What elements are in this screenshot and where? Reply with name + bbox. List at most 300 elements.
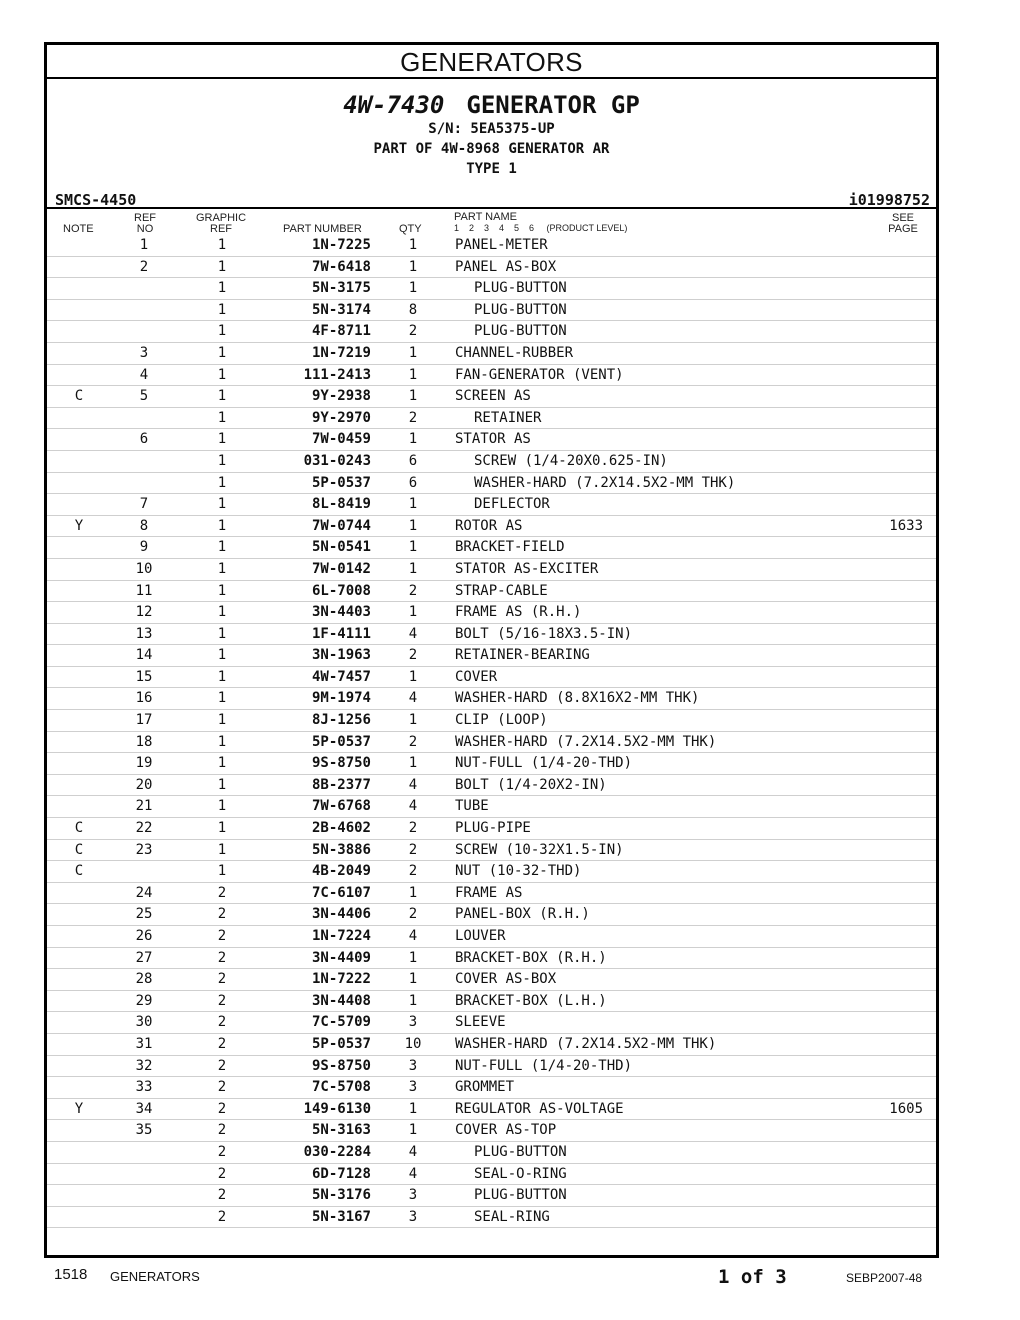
part-name-cell: STATOR AS [455,431,531,448]
part-number-cell: 5N-3163 [311,1122,371,1139]
graphic-ref-cell: 1 [217,863,227,880]
graphic-ref-cell: 1 [217,755,227,772]
graphic-ref-cell: 2 [217,884,227,901]
table-row [47,602,936,624]
part-number-cell: 9S-8750 [311,1057,371,1074]
part-number-cell: 7C-6107 [311,884,371,901]
note-cell: C [74,388,84,405]
part-name-cell: PLUG-PIPE [455,820,531,837]
qty-cell: 4 [408,690,418,707]
serial-number: S/N: 5EA5375-UP [428,121,555,137]
table-row [47,688,936,710]
ref-no-cell: 30 [135,1014,153,1031]
part-name-cell: BRACKET-BOX (L.H.) [455,992,607,1009]
graphic-ref-cell: 1 [217,820,227,837]
ref-no-cell: 23 [135,841,153,858]
table-row [47,883,936,905]
part-name-cell: TUBE [455,798,489,815]
graphic-ref-cell: 1 [217,582,227,599]
ref-no-cell: 24 [135,884,153,901]
graphic-ref-cell: 2 [217,906,227,923]
col-part-number: PART NUMBER [283,223,362,235]
part-name-cell: BOLT (1/4-20X2-IN) [455,776,607,793]
part-name-cell: SCREW (1/4-20X0.625-IN) [474,452,668,469]
part-name-cell: STRAP-CABLE [455,582,548,599]
part-number-cell: 8L-8419 [311,496,371,513]
qty-cell: 4 [408,776,418,793]
qty-cell: 1 [408,971,418,988]
graphic-ref-cell: 2 [217,1057,227,1074]
part-name-cell: CHANNEL-RUBBER [455,344,574,361]
col-note: NOTE [63,223,94,235]
qty-cell: 2 [408,323,418,340]
qty-cell: 8 [408,301,418,318]
part-number-cell: 6D-7128 [311,1165,371,1182]
qty-cell: 1 [408,560,418,577]
qty-cell: 10 [404,1035,422,1052]
part-number-cell: 5N-3176 [311,1187,371,1204]
graphic-ref-cell: 1 [217,625,227,642]
part-name-cell: REGULATOR AS-VOLTAGE [455,1100,624,1117]
qty-cell: 1 [408,755,418,772]
graphic-ref-cell: 1 [217,668,227,685]
table-row [47,1164,936,1186]
part-number-cell: 6L-7008 [311,582,371,599]
ref-no-cell: 31 [135,1035,153,1052]
part-name-cell: PLUG-BUTTON [474,1143,567,1160]
ref-no-cell: 18 [135,733,153,750]
graphic-ref-cell: 1 [217,388,227,405]
part-number-cell: 8J-1256 [311,712,371,729]
qty-cell: 1 [408,539,418,556]
ref-no-cell: 19 [135,755,153,772]
part-number-cell: 4F-8711 [311,323,371,340]
id-row [47,189,936,209]
table-row [47,753,936,775]
ref-no-cell: 5 [139,388,149,405]
graphic-ref-cell: 2 [217,949,227,966]
table-row [47,343,936,365]
graphic-ref-cell: 1 [217,560,227,577]
part-number-cell: 7C-5708 [311,1079,371,1096]
table-row [47,1120,936,1142]
part-number-cell: 5N-3167 [311,1208,371,1225]
page-number: 1518 [54,1266,88,1283]
type-line: TYPE 1 [466,161,517,177]
part-name-cell: CLIP (LOOP) [455,712,548,729]
part-name-cell: SEAL-RING [474,1208,550,1225]
ref-no-cell: 33 [135,1079,153,1096]
part-number-cell: 4B-2049 [311,863,371,880]
graphic-ref-cell: 2 [217,992,227,1009]
graphic-ref-cell: 1 [217,776,227,793]
part-name-cell: NUT (10-32-THD) [455,863,582,880]
illustration-id: i01998752 [848,191,930,209]
table-row [47,321,936,343]
qty-cell: 3 [408,1057,418,1074]
qty-cell: 4 [408,1165,418,1182]
part-name-cell: PLUG-BUTTON [474,280,567,297]
note-cell: Y [74,1100,84,1117]
note-cell: C [74,863,84,880]
part-number-cell: 8B-2377 [311,776,371,793]
note-cell: C [74,820,84,837]
part-number-cell: 9Y-2938 [311,388,371,405]
table-row [47,473,936,495]
part-name-cell: PLUG-BUTTON [474,1187,567,1204]
col-part-name: PART NAME [454,211,517,223]
qty-cell: 6 [408,474,418,491]
table-row [47,365,936,387]
part-number-cell: 3N-1963 [311,647,371,664]
graphic-ref-cell: 2 [217,1035,227,1052]
graphic-ref-cell: 1 [217,539,227,556]
qty-cell: 1 [408,884,418,901]
qty-cell: 4 [408,928,418,944]
table-row [47,948,936,970]
table-row [47,796,936,818]
group-title-block [47,79,936,179]
part-number-cell: 3N-4409 [311,949,371,966]
part-name-cell: NUT-FULL (1/4-20-THD) [455,1057,633,1074]
table-row [47,1142,936,1164]
part-name-cell: WASHER-HARD (7.2X14.5X2-MM THK) [455,733,717,750]
part-name-cell: FRAME AS (R.H.) [455,604,582,621]
part-name-cell: BRACKET-FIELD [455,539,565,556]
qty-cell: 1 [408,1100,418,1117]
note-cell: C [74,841,84,858]
part-number-cell: 5N-3175 [311,280,371,297]
footer-section: GENERATORS [110,1269,200,1284]
table-row [47,1056,936,1078]
part-name-cell: FAN-GENERATOR (VENT) [455,366,624,383]
table-row [47,1034,936,1056]
page-footer [0,1266,1020,1290]
col-qty: QTY [399,223,422,235]
smcs-code: SMCS-4450 [55,191,137,209]
qty-cell: 1 [408,388,418,405]
part-number-cell: 4W-7457 [311,668,371,685]
qty-cell: 3 [408,1187,418,1204]
ref-no-cell: 34 [135,1100,153,1117]
graphic-ref-cell: 2 [217,1100,227,1117]
table-row [47,1099,936,1121]
part-number-cell: 9M-1974 [311,690,371,707]
part-number-cell: 7W-0744 [311,517,371,534]
part-number-cell: 7W-0459 [311,431,371,448]
part-name-cell: WASHER-HARD (7.2X14.5X2-MM THK) [455,1035,717,1052]
ref-no-cell: 8 [139,517,149,534]
qty-cell: 3 [408,1014,418,1031]
graphic-ref-cell: 2 [217,1014,227,1031]
qty-cell: 4 [408,1143,418,1160]
ref-no-cell: 7 [139,496,149,513]
ref-no-cell: 29 [135,992,153,1009]
ref-no-cell: 1 [139,237,149,253]
ref-no-cell: 26 [135,928,153,944]
graphic-ref-cell: 1 [217,237,227,253]
group-name: GENERATOR GP [466,91,640,119]
graphic-ref-cell: 2 [217,1187,227,1204]
part-number-cell: 7C-5709 [311,1014,371,1031]
part-number-cell: 030-2284 [303,1143,371,1160]
graphic-ref-cell: 1 [217,409,227,426]
part-name-cell: ROTOR AS [455,517,523,534]
part-name-cell: WASHER-HARD (8.8X16X2-MM THK) [455,690,700,707]
part-number-cell: 7W-0142 [311,560,371,577]
header-divider [47,207,936,209]
graphic-ref-cell: 1 [217,647,227,664]
parts-list-frame [44,42,939,1258]
graphic-ref-cell: 1 [217,452,227,469]
graphic-ref-cell: 1 [217,258,227,275]
document-id: SEBP2007-48 [846,1271,923,1285]
page-of: 1 of 3 [718,1266,787,1288]
part-name-cell: SCREW (10-32X1.5-IN) [455,841,624,858]
table-row [47,257,936,279]
ref-no-cell: 13 [135,625,153,642]
qty-cell: 2 [408,820,418,837]
qty-cell: 1 [408,366,418,383]
col-graphic-top: GRAPHIC [195,212,247,224]
table-row [47,429,936,451]
part-name-cell: SLEEVE [455,1014,506,1031]
part-name-cell: BOLT (5/16-18X3.5-IN) [455,625,633,642]
part-number-cell: 1N-7222 [311,971,371,988]
table-row [47,926,936,948]
part-number-cell: 5P-0537 [311,474,371,491]
qty-cell: 1 [408,280,418,297]
part-number-cell: 5N-3886 [311,841,371,858]
graphic-ref-cell: 1 [217,474,227,491]
table-row [47,1185,936,1207]
part-name-cell: RETAINER-BEARING [455,647,590,664]
table-row [47,581,936,603]
graphic-ref-cell: 1 [217,431,227,448]
ref-no-cell: 14 [135,647,153,664]
part-name-cell: FRAME AS [455,884,523,901]
qty-cell: 1 [408,949,418,966]
part-name-cell: COVER AS-BOX [455,971,557,988]
section-title: GENERATORS [47,45,936,79]
graphic-ref-cell: 2 [217,928,227,944]
table-row [47,1207,936,1229]
qty-cell: 2 [408,863,418,880]
part-number-cell: 7W-6768 [311,798,371,815]
table-row [47,494,936,516]
col-ref-top: REF [134,212,156,224]
ref-no-cell: 20 [135,776,153,793]
graphic-ref-cell: 2 [217,1122,227,1139]
part-number-cell: 5N-3174 [311,301,371,318]
ref-no-cell: 10 [135,560,153,577]
table-row [47,516,936,538]
part-name-cell: COVER AS-TOP [455,1122,557,1139]
qty-cell: 4 [408,625,418,642]
table-row [47,732,936,754]
part-number-cell: 9Y-2970 [311,409,371,426]
part-name-cell: WASHER-HARD (7.2X14.5X2-MM THK) [474,474,736,491]
ref-no-cell: 4 [139,366,149,383]
part-name-cell: PANEL-BOX (R.H.) [455,906,590,923]
qty-cell: 1 [408,258,418,275]
qty-cell: 2 [408,647,418,664]
part-name-cell: DEFLECTOR [474,496,550,513]
table-row [47,278,936,300]
table-row [47,235,936,257]
table-row [47,1012,936,1034]
graphic-ref-cell: 1 [217,344,227,361]
ref-no-cell: 22 [135,820,153,837]
table-row [47,559,936,581]
qty-cell: 4 [408,798,418,815]
group-part-number: 4W-7430 [343,91,445,119]
part-number-cell: 3N-4408 [311,992,371,1009]
qty-cell: 3 [408,1079,418,1096]
part-name-cell: SEAL-O-RING [474,1165,567,1182]
part-number-cell: 1N-7219 [311,344,371,361]
ref-no-cell: 9 [139,539,149,556]
graphic-ref-cell: 1 [217,301,227,318]
graphic-ref-cell: 2 [217,1143,227,1160]
ref-no-cell: 17 [135,712,153,729]
part-number-cell: 031-0243 [303,452,371,469]
parts-table [47,235,936,1228]
note-cell: Y [74,517,84,534]
part-name-cell: SCREEN AS [455,388,531,405]
table-row [47,991,936,1013]
table-row [47,710,936,732]
graphic-ref-cell: 1 [217,517,227,534]
col-see-top: SEE [891,212,914,224]
graphic-ref-cell: 1 [217,841,227,858]
ref-no-cell: 6 [139,431,149,448]
part-name-cell: PLUG-BUTTON [474,301,567,318]
graphic-ref-cell: 1 [217,733,227,750]
part-number-cell: 9S-8750 [311,755,371,772]
ref-no-cell: 16 [135,690,153,707]
part-name-cell: COVER [455,668,498,685]
part-number-cell: 5P-0537 [311,1035,371,1052]
table-row [47,300,936,322]
part-number-cell: 1N-7225 [311,237,371,253]
ref-no-cell: 32 [135,1057,153,1074]
ref-no-cell: 12 [135,604,153,621]
graphic-ref-cell: 1 [217,366,227,383]
table-row [47,667,936,689]
table-row [47,537,936,559]
qty-cell: 2 [408,906,418,923]
qty-cell: 1 [408,344,418,361]
ref-no-cell: 28 [135,971,153,988]
graphic-ref-cell: 2 [217,1208,227,1225]
graphic-ref-cell: 1 [217,496,227,513]
qty-cell: 6 [408,452,418,469]
graphic-ref-cell: 2 [217,1165,227,1182]
qty-cell: 1 [408,712,418,729]
graphic-ref-cell: 2 [217,971,227,988]
qty-cell: 1 [408,604,418,621]
table-row [47,386,936,408]
ref-no-cell: 35 [135,1122,153,1139]
col-product-levels: 1 2 3 4 5 6 (PRODUCT LEVEL) [454,223,628,233]
graphic-ref-cell: 1 [217,323,227,340]
table-row [47,1077,936,1099]
qty-cell: 3 [408,1208,418,1225]
qty-cell: 1 [408,517,418,534]
table-row [47,408,936,430]
graphic-ref-cell: 1 [217,798,227,815]
table-row [47,451,936,473]
see-page-cell: 1605 [889,1100,923,1117]
graphic-ref-cell: 1 [217,280,227,297]
part-number-cell: 149-6130 [303,1100,371,1117]
part-number-cell: 3N-4406 [311,906,371,923]
table-row [47,645,936,667]
col-graphic-bottom: REF [210,223,232,235]
qty-cell: 2 [408,409,418,426]
graphic-ref-cell: 2 [217,1079,227,1096]
part-number-cell: 7W-6418 [311,258,371,275]
qty-cell: 2 [408,733,418,750]
table-row [47,904,936,926]
table-row [47,840,936,862]
qty-cell: 2 [408,841,418,858]
part-name-cell: RETAINER [474,409,542,426]
col-ref-bottom: NO [136,223,154,235]
part-number-cell: 5N-0541 [311,539,371,556]
col-see-bottom: PAGE [888,223,918,235]
ref-no-cell: 27 [135,949,153,966]
part-number-cell: 5P-0537 [311,733,371,750]
part-name-cell: STATOR AS-EXCITER [455,560,599,577]
ref-no-cell: 21 [135,798,153,815]
part-name-cell: BRACKET-BOX (R.H.) [455,949,607,966]
part-name-cell: GROMMET [455,1079,515,1096]
part-name-cell: PANEL AS-BOX [455,258,557,275]
table-row [47,775,936,797]
see-page-cell: 1633 [889,517,923,534]
qty-cell: 1 [408,1122,418,1139]
part-name-cell: PLUG-BUTTON [474,323,567,340]
part-name-cell: LOUVER [455,928,506,944]
part-name-cell: NUT-FULL (1/4-20-THD) [455,755,633,772]
ref-no-cell: 3 [139,344,149,361]
ref-no-cell: 11 [135,582,153,599]
part-number-cell: 2B-4602 [311,820,371,837]
part-name-cell: PANEL-METER [455,237,548,253]
qty-cell: 1 [408,668,418,685]
part-number-cell: 1F-4111 [311,625,371,642]
qty-cell: 1 [408,992,418,1009]
graphic-ref-cell: 1 [217,690,227,707]
graphic-ref-cell: 1 [217,604,227,621]
part-number-cell: 3N-4403 [311,604,371,621]
table-row [47,861,936,883]
ref-no-cell: 25 [135,906,153,923]
qty-cell: 1 [408,237,418,253]
table-row [47,624,936,646]
table-row [47,818,936,840]
qty-cell: 2 [408,582,418,599]
part-number-cell: 111-2413 [303,366,371,383]
graphic-ref-cell: 1 [217,712,227,729]
part-of-line: PART OF 4W-8968 GENERATOR AR [373,141,610,157]
group-title [47,91,936,119]
ref-no-cell: 2 [139,258,149,275]
ref-no-cell: 15 [135,668,153,685]
qty-cell: 1 [408,496,418,513]
